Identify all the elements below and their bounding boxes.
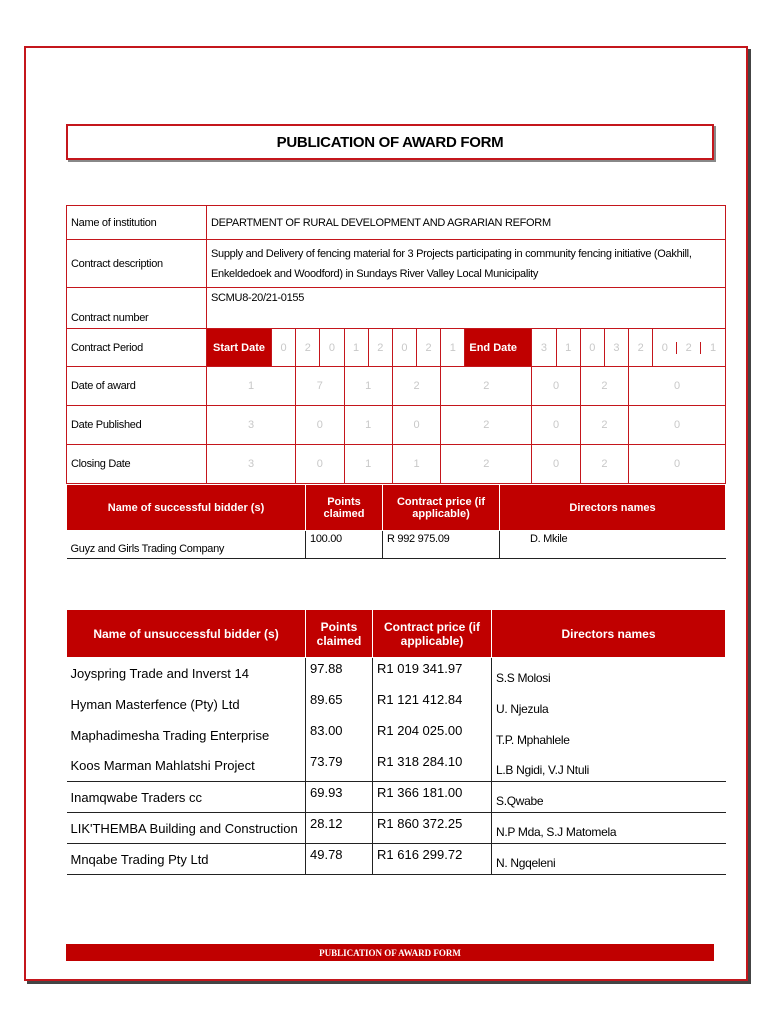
header-price: Contract price (if applicable) xyxy=(383,485,500,531)
start-digit: 2 xyxy=(296,329,320,367)
unsuccessful-directors: N. Ngqeleni xyxy=(492,844,726,875)
end-digit: 3 xyxy=(604,329,628,367)
unsuccessful-price: R1 616 299.72 xyxy=(373,844,492,875)
header-price: Contract price (if applicable) xyxy=(373,610,492,658)
start-digit: 2 xyxy=(417,329,441,367)
description-label: Contract description xyxy=(67,240,207,288)
table-row xyxy=(67,751,726,782)
start-digit: 0 xyxy=(392,329,416,367)
description-value: Supply and Delivery of fencing material for 3 Projects participating in community fencing initiative (Oakhill, Enkeldedoek and Woodford) in Sundays River Valley Local Municipality xyxy=(207,240,726,288)
award-digit: 1 xyxy=(344,367,392,406)
start-digit: 1 xyxy=(344,329,368,367)
end-digit: 0 xyxy=(580,329,604,367)
unsuccessful-directors: T.P. Mphahlele xyxy=(492,720,726,751)
published-digit: 1 xyxy=(344,406,392,445)
header-directors: Directors names xyxy=(500,485,726,531)
unsuccessful-directors: S.Qwabe xyxy=(492,782,726,813)
unsuccessful-directors: L.B Ngidi, V.J Ntuli xyxy=(492,751,726,782)
unsuccessful-price: R1 121 412.84 xyxy=(373,689,492,720)
closing-digit: 0 xyxy=(532,445,580,484)
unsuccessful-points: 49.78 xyxy=(306,844,373,875)
end-digit: 2 xyxy=(677,342,701,354)
unsuccessful-points: 97.88 xyxy=(306,658,373,689)
published-label: Date Published xyxy=(67,406,207,445)
end-date-label: End Date xyxy=(465,329,532,367)
table-row xyxy=(67,720,726,751)
unsuccessful-price: R1 318 284.10 xyxy=(373,751,492,782)
unsuccessful-name: LIK'THEMBA Building and Construction xyxy=(67,813,306,844)
unsuccessful-name: Inamqwabe Traders cc xyxy=(67,782,306,813)
unsuccessful-name: Hyman Masterfence (Pty) Ltd xyxy=(70,696,240,712)
award-label: Date of award xyxy=(67,367,207,406)
published-digit: 3 xyxy=(207,406,296,445)
closing-digit: 3 xyxy=(207,445,296,484)
unsuccessful-points: 83.00 xyxy=(306,720,373,751)
unsuccessful-price: R1 366 181.00 xyxy=(373,782,492,813)
start-digit: 0 xyxy=(272,329,296,367)
unsuccessful-price: R1 860 372.25 xyxy=(373,813,492,844)
published-digit: 0 xyxy=(532,406,580,445)
award-digit: 2 xyxy=(392,367,440,406)
award-digit: 1 xyxy=(207,367,296,406)
unsuccessful-directors: U. Njezula xyxy=(492,689,726,720)
end-digit: 2 xyxy=(629,329,653,367)
closing-digit: 1 xyxy=(392,445,440,484)
unsuccessful-name: Joyspring Trade and Inverst 14 xyxy=(70,665,249,681)
unsuccessful-points: 89.65 xyxy=(306,689,373,720)
unsuccessful-directors: S.S Molosi xyxy=(492,658,726,689)
published-digit: 2 xyxy=(580,406,628,445)
number-value: SCMU8-20/21-0155 xyxy=(207,288,726,329)
end-digit: 0 xyxy=(653,342,677,354)
published-digit: 0 xyxy=(296,406,344,445)
end-digit-tail xyxy=(653,329,726,367)
header-successful-name: Name of successful bidder (s) xyxy=(67,485,306,531)
unsuccessful-name: Mnqabe Trading Pty Ltd xyxy=(67,844,306,875)
closing-digit: 2 xyxy=(441,445,532,484)
award-digit: 0 xyxy=(532,367,580,406)
table-row xyxy=(67,689,726,720)
unsuccessful-points: 69.93 xyxy=(306,782,373,813)
closing-digit: 0 xyxy=(629,445,726,484)
published-digit: 0 xyxy=(392,406,440,445)
closing-digit: 0 xyxy=(296,445,344,484)
closing-digit: 2 xyxy=(580,445,628,484)
form-title: PUBLICATION OF AWARD FORM xyxy=(66,124,714,160)
unsuccessful-name: Koos Marman Mahlatshi Project xyxy=(67,751,306,782)
successful-points: 100.00 xyxy=(306,531,383,559)
end-digit: 1 xyxy=(709,341,717,354)
award-digit: 0 xyxy=(629,367,726,406)
header-unsuccessful-name: Name of unsuccessful bidder (s) xyxy=(67,610,306,658)
period-label: Contract Period xyxy=(67,329,207,367)
award-digit: 7 xyxy=(296,367,344,406)
successful-directors: D. Mkile xyxy=(500,531,726,559)
table-row xyxy=(67,782,726,813)
unsuccessful-price: R1 204 025.00 xyxy=(373,720,492,751)
institution-value: DEPARTMENT OF RURAL DEVELOPMENT AND AGRARIAN REFORM xyxy=(207,206,726,240)
unsuccessful-price: R1 019 341.97 xyxy=(373,658,492,689)
institution-label: Name of institution xyxy=(67,206,207,240)
unsuccessful-directors: N.P Mda, S.J Matomela xyxy=(492,813,726,844)
header-points: Points claimed xyxy=(306,610,373,658)
table-row xyxy=(67,658,726,689)
table-row xyxy=(67,813,726,844)
award-digit: 2 xyxy=(441,367,532,406)
header-points: Points claimed xyxy=(306,485,383,531)
start-digit: 2 xyxy=(368,329,392,367)
successful-bidder-table xyxy=(66,484,726,559)
unsuccessful-points: 73.79 xyxy=(306,751,373,782)
end-digit: 3 xyxy=(532,329,556,367)
unsuccessful-name: Maphadimesha Trading Enterprise xyxy=(70,727,270,743)
start-date-label: Start Date xyxy=(207,329,272,367)
published-digit: 0 xyxy=(629,406,726,445)
contract-info-table xyxy=(66,205,726,484)
footer-bar: PUBLICATION OF AWARD FORM xyxy=(66,944,714,961)
header-directors: Directors names xyxy=(492,610,726,658)
unsuccessful-bidders-table xyxy=(66,609,726,875)
start-digit: 1 xyxy=(441,329,465,367)
end-digit: 1 xyxy=(556,329,580,367)
table-row xyxy=(67,844,726,875)
start-digit: 0 xyxy=(320,329,344,367)
closing-label: Closing Date xyxy=(67,445,207,484)
successful-name: Guyz and Girls Trading Company xyxy=(67,531,306,559)
successful-price: R 992 975.09 xyxy=(383,531,500,559)
award-digit: 2 xyxy=(580,367,628,406)
closing-digit: 1 xyxy=(344,445,392,484)
published-digit: 2 xyxy=(441,406,532,445)
number-label: Contract number xyxy=(67,288,207,329)
unsuccessful-points: 28.12 xyxy=(306,813,373,844)
